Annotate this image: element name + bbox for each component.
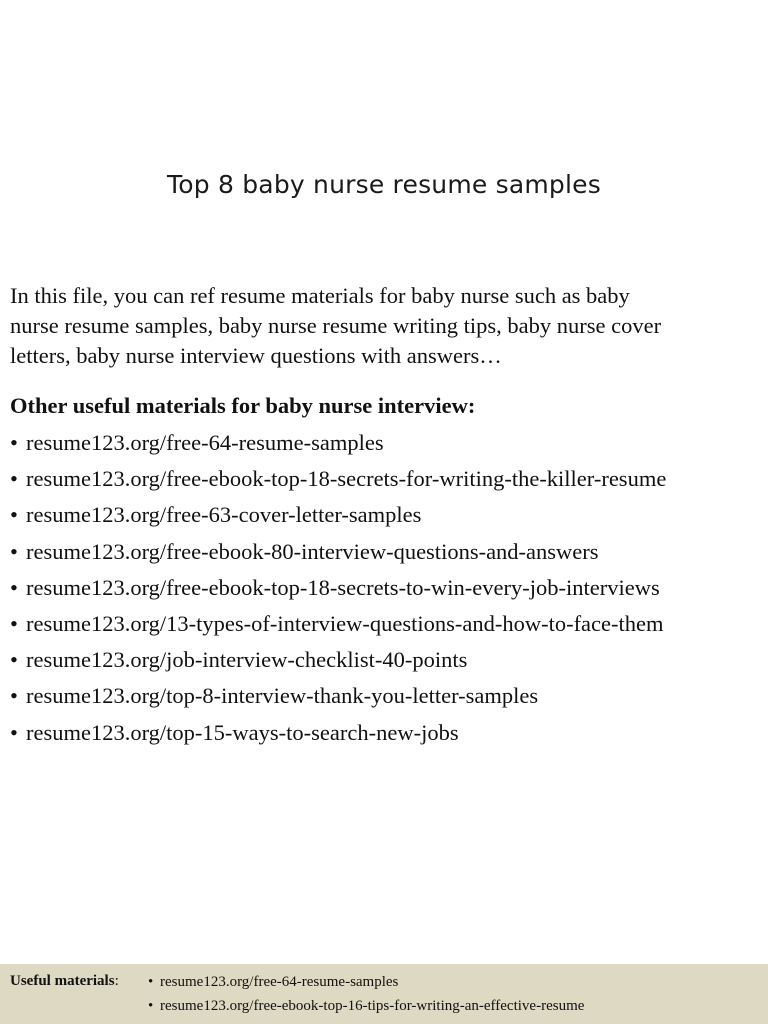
intro-paragraph: In this file, you can ref resume materials for baby nurse such as baby nurse resume samples, baby nurse resume writing tips, baby nurse cover letters, baby nurse interview questions with answers… (10, 283, 662, 368)
materials-link-item[interactable] (10, 572, 766, 608)
materials-link-item[interactable] (10, 644, 766, 680)
materials-link-item[interactable] (10, 608, 766, 644)
footer-link-item[interactable] (148, 997, 584, 1021)
materials-link-item[interactable] (10, 499, 766, 535)
materials-link-text[interactable]: resume123.org/free-ebook-top-18-secrets-to-win-every-job-interviews (26, 574, 660, 600)
materials-link-item[interactable] (10, 536, 766, 572)
bullet: • (148, 974, 154, 990)
materials-link-text[interactable]: resume123.org/free-ebook-80-interview-questions-and-answers (26, 538, 599, 564)
materials-link-text[interactable]: resume123.org/top-8-interview-thank-you-letter-samples (26, 683, 539, 709)
materials-link-item[interactable] (10, 463, 766, 499)
materials-link-text[interactable]: resume123.org/free-64-resume-samples (26, 430, 384, 455)
bullet: • (10, 610, 18, 636)
footer-bar (0, 964, 768, 1024)
materials-link-list (10, 427, 766, 753)
bullet: • (10, 574, 18, 600)
bullet: • (10, 683, 18, 709)
materials-link-text[interactable]: resume123.org/job-interview-checklist-40-points (26, 647, 468, 673)
footer-label-text: Useful materials (10, 973, 115, 989)
bullet: • (10, 466, 18, 492)
bullet: • (10, 719, 18, 745)
bullet: • (10, 430, 18, 455)
bullet: • (10, 502, 18, 528)
footer-link-text[interactable]: resume123.org/free-ebook-top-16-tips-for-writing-an-effective-resume (160, 998, 585, 1014)
bullet: • (148, 998, 154, 1014)
materials-heading: Other useful materials for baby nurse interview: (10, 393, 476, 418)
materials-link-item[interactable] (10, 717, 766, 753)
materials-link-text[interactable]: resume123.org/top-15-ways-to-search-new-jobs (26, 719, 459, 745)
footer-link-list (148, 973, 584, 1021)
materials-link-text[interactable]: resume123.org/free-ebook-top-18-secrets-for-writing-the-killer-resume (26, 466, 667, 492)
footer-label-colon: : (114, 973, 119, 989)
materials-link-text[interactable]: resume123.org/free-63-cover-letter-samples (26, 502, 422, 528)
materials-link-text[interactable]: resume123.org/13-types-of-interview-questions-and-how-to-face-them (26, 610, 664, 636)
bullet: • (10, 538, 18, 564)
footer-label (10, 973, 119, 990)
page-title: Top 8 baby nurse resume samples (167, 170, 601, 199)
footer-link-item[interactable] (148, 973, 584, 997)
materials-link-item[interactable] (10, 680, 766, 716)
materials-link-item[interactable] (10, 427, 766, 463)
bullet: • (10, 647, 18, 673)
footer-link-text[interactable]: resume123.org/free-64-resume-samples (160, 974, 399, 990)
